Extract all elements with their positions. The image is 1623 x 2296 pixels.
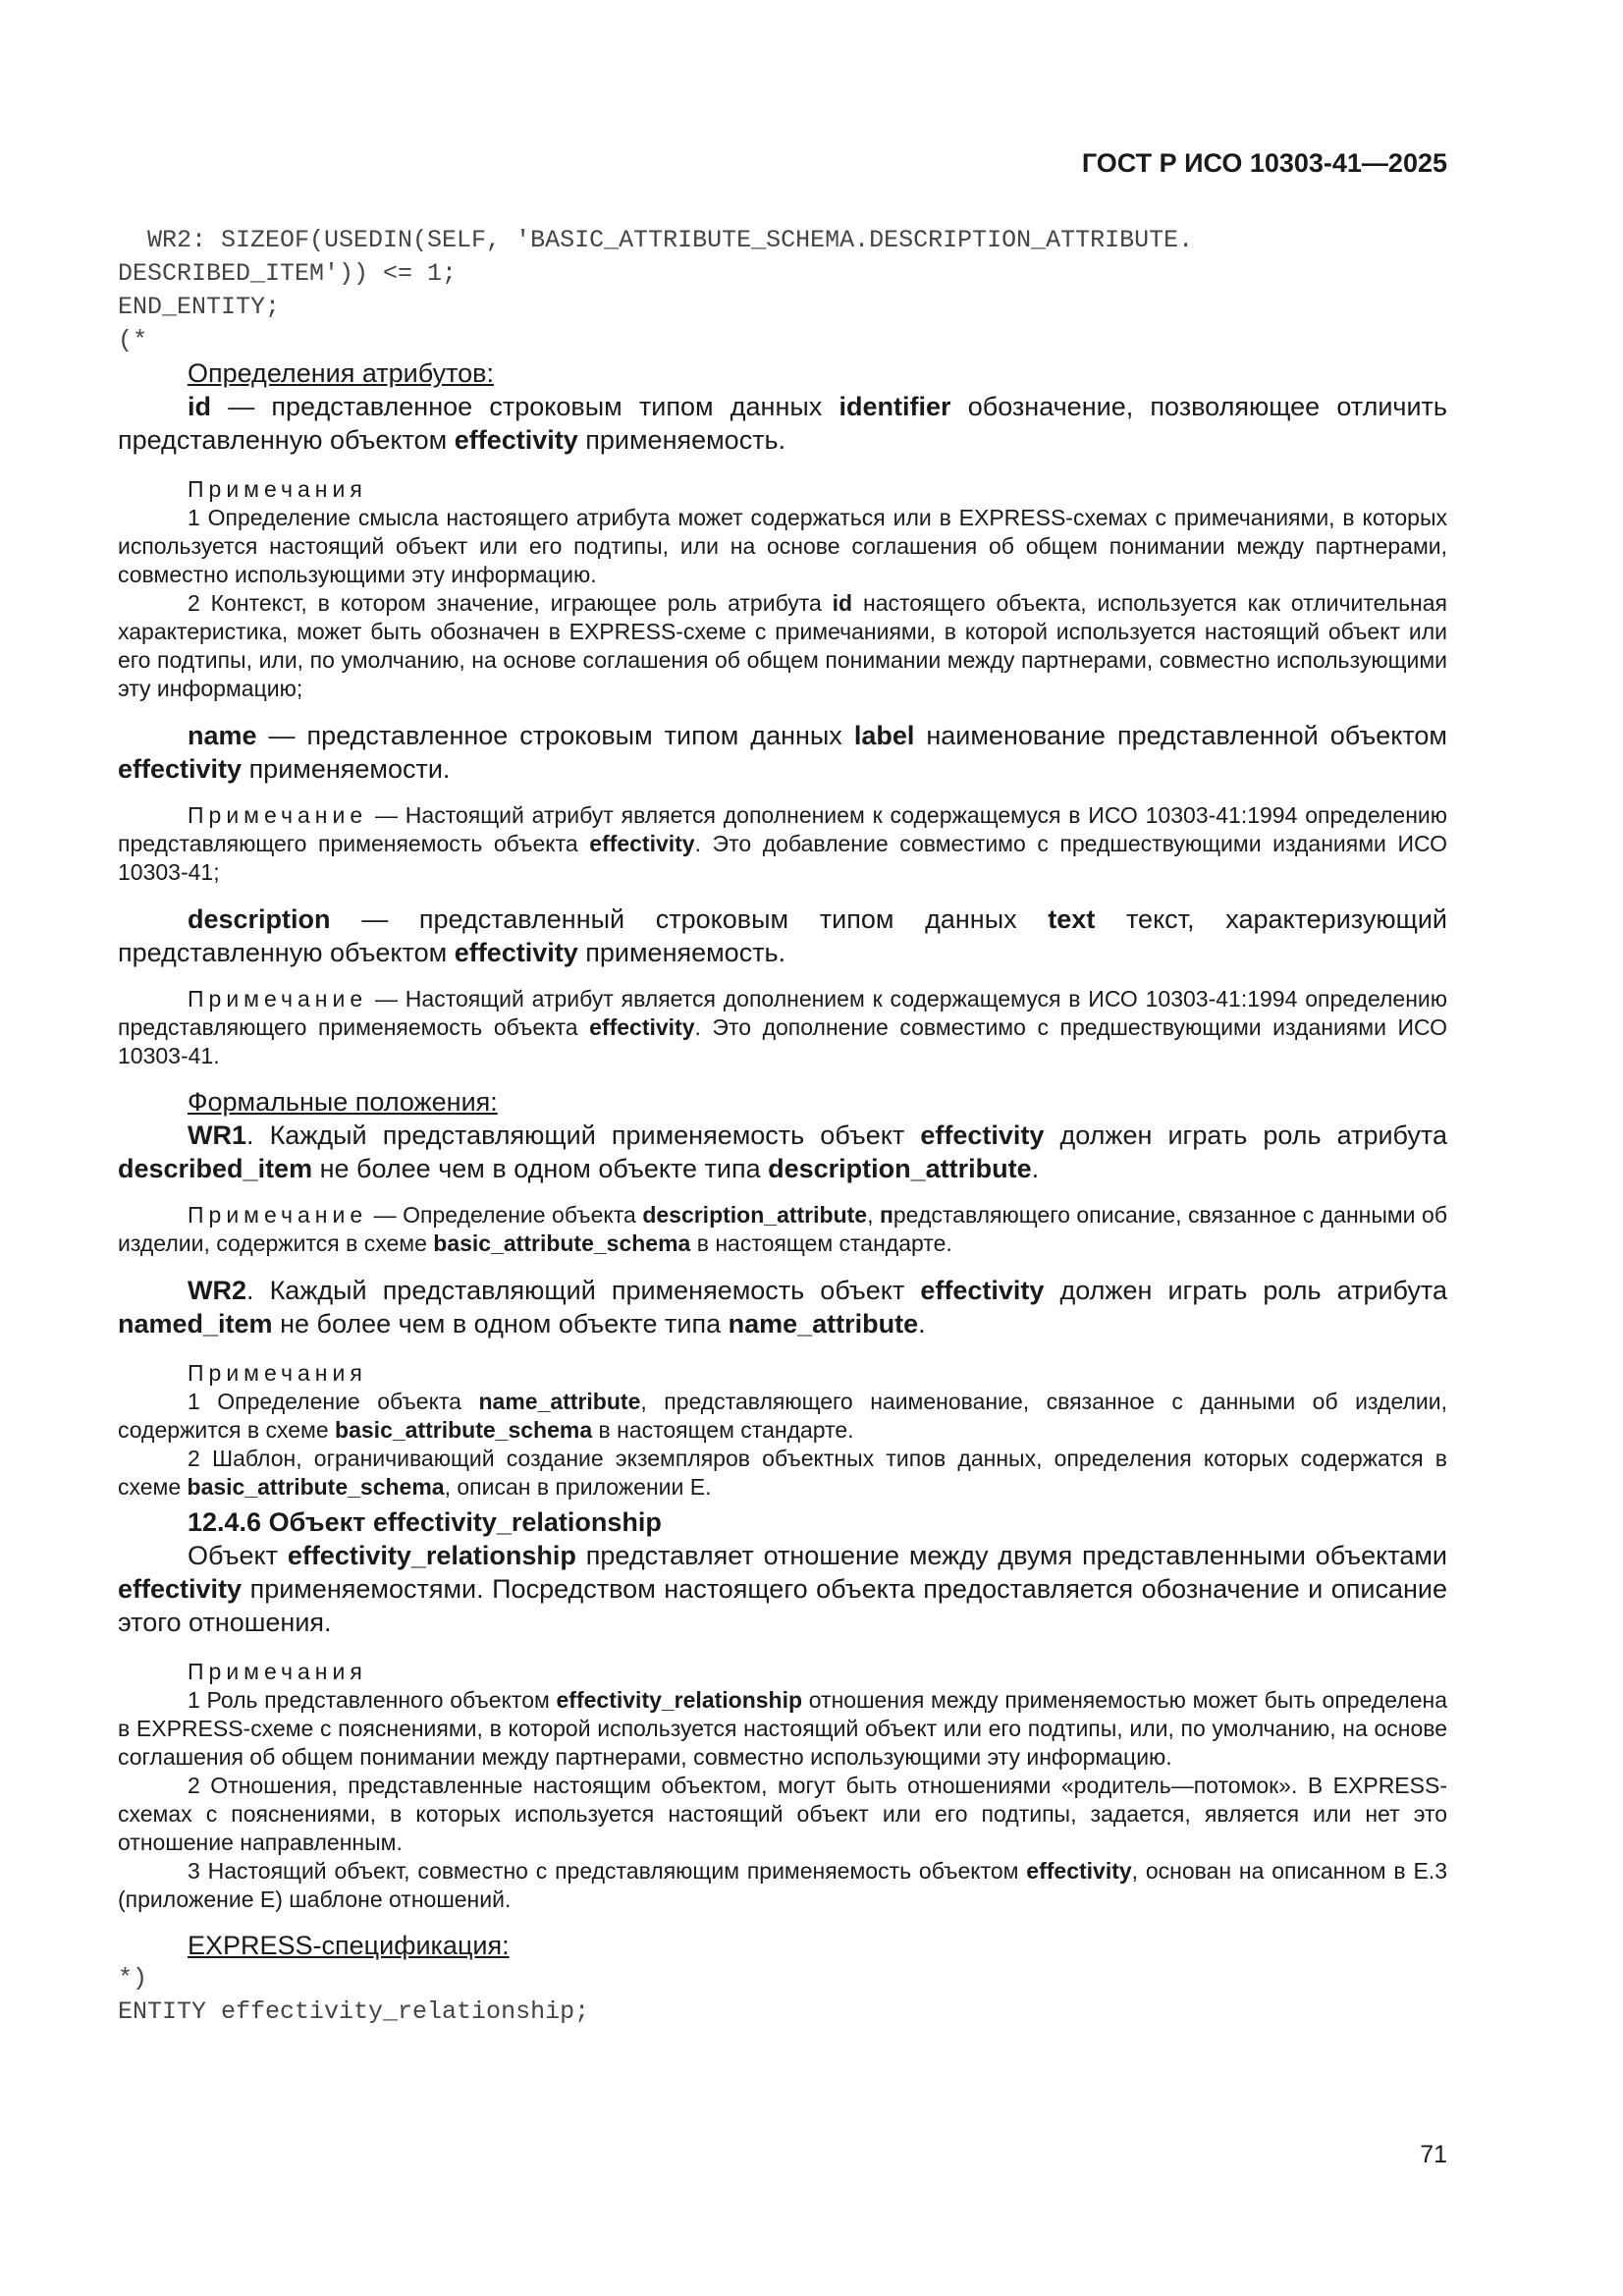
section-heading-express: EXPRESS-спецификация:: [188, 1931, 510, 1960]
note-2: 2 Отношения, представленные настоящим объектом, могут быть отношениями «родитель—потомок». В EXPRESS-схемах с пояснениями, в которых используется настоящий объект или его подтипы, задается, является или нет это отношение направленным.: [118, 1773, 1447, 1855]
note-3: 3 Настоящий объект, совместно с представляющим применяемость объектом effectivity, основан на описанном в Е.3 (приложение Е) шаблоне отношений.: [118, 1858, 1447, 1912]
code-block-top: [118, 224, 1447, 357]
paragraph-wr2: WR2. Каждый представляющий применяемость объект effectivity должен играть роль атрибута named_item не более чем в одном объекте типа name_attribute.: [118, 1276, 1448, 1339]
section-heading-attributes: Определения атрибутов:: [188, 358, 495, 388]
note-1: 1 Роль представленного объектом effectivity_relationship отношения между применяемостью может быть определена в EXPRESS-схеме с пояснениями, в которой используется настоящий объект или его подтипы, или, по умолчанию, на основе соглашения об общем понимании между партнерами, совместно использующими эту информацию.: [118, 1687, 1448, 1770]
note-description: Примечание — Настоящий атрибут является дополнением к содержащемуся в ИСО 10303-41:1994 определению представляющего применяемость объекта effectivity. Это дополнение совместимо с предшествующими изданиями ИСО 10303-41.: [118, 986, 1447, 1068]
note-2: 2 Шаблон, ограничивающий создание экземпляров объектных типов данных, определения которых содержатся в схеме basic_attribute_schema, описан в приложении Е.: [118, 1446, 1447, 1500]
clause-heading: 12.4.6 Объект effectivity_relationship: [188, 1507, 662, 1537]
paragraph-effectivity-relationship: Объект effectivity_relationship представляет отношение между двумя представленными объектами effectivity применяемостями. Посредством настоящего объекта предоставляется обозначение и описание этого отношения.: [118, 1541, 1447, 1637]
paragraph-name: name — представленное строковым типом данных label наименование представленной объектом effectivity применяемости.: [118, 721, 1447, 784]
code-line: (*: [118, 326, 148, 355]
paragraph-id: id — представленное строковым типом данных identifier обозначение, позволяющее отличить представленную объектом effectivity применяемость.: [118, 392, 1447, 455]
notes-heading: Примечания: [188, 1360, 367, 1386]
document-page: [118, 0, 1447, 2296]
code-line: WR2: SIZEOF(USEDIN(SELF, 'BASIC_ATTRIBUTE_SCHEMA.DESCRIPTION_ATTRIBUTE.: [118, 226, 1194, 254]
paragraph-description: description — представленный строковым типом данных text текст, характеризующий представленную объектом effectivity применяемость.: [118, 904, 1447, 967]
notes-heading: Примечания: [188, 476, 367, 502]
section-heading-formal: Формальные положения:: [188, 1087, 498, 1117]
code-block-bottom: [118, 1962, 1447, 2029]
note-1: 1 Определение смысла настоящего атрибута может содержаться или в EXPRESS-схемах с примечаниями, в которых используется настоящий объект или его подтипы, или на основе соглашения об общем понимании между партнерами, совместно использующими эту информацию.: [118, 505, 1447, 587]
code-line: DESCRIBED_ITEM')) <= 1;: [118, 259, 458, 288]
document-header: ГОСТ Р ИСО 10303-41—2025: [1081, 148, 1447, 178]
note-wr1: Примечание — Определение объекта description_attribute, представляющего описание, связанное с данными об изделии, содержится в схеме basic_attribute_schema в настоящем стандарте.: [118, 1202, 1447, 1256]
note-1: 1 Определение объекта name_attribute, представляющего наименование, связанное с данными об изделии, содержится в схеме basic_attribute_schema в настоящем стандарте.: [118, 1389, 1447, 1443]
code-line: END_ENTITY;: [118, 293, 281, 321]
paragraph-wr1: WR1. Каждый представляющий применяемость объект effectivity должен играть роль атрибута described_item не более чем в одном объекте типа description_attribute.: [118, 1121, 1448, 1183]
note-2: 2 Контекст, в котором значение, играющее роль атрибута id настоящего объекта, используется как отличительная характеристика, может быть обозначен в EXPRESS-схеме с примечаниями, в которой используется настоящий объект или его подтипы, или, по умолчанию, на основе соглашения об общем понимании между партнерами, совместно использующими эту информацию;: [118, 590, 1447, 701]
page-content: [118, 224, 1447, 2029]
code-line: ENTITY effectivity_relationship;: [118, 1997, 590, 2026]
notes-heading: Примечания: [188, 1659, 367, 1684]
page-number: 71: [1420, 2141, 1447, 2168]
note-name: Примечание — Настоящий атрибут является дополнением к содержащемуся в ИСО 10303-41:1994 определению представляющего применяемость объекта effectivity. Это добавление совместимо с предшествующими изданиями ИСО 10303-41;: [118, 802, 1447, 885]
code-line: *): [118, 1964, 148, 1993]
